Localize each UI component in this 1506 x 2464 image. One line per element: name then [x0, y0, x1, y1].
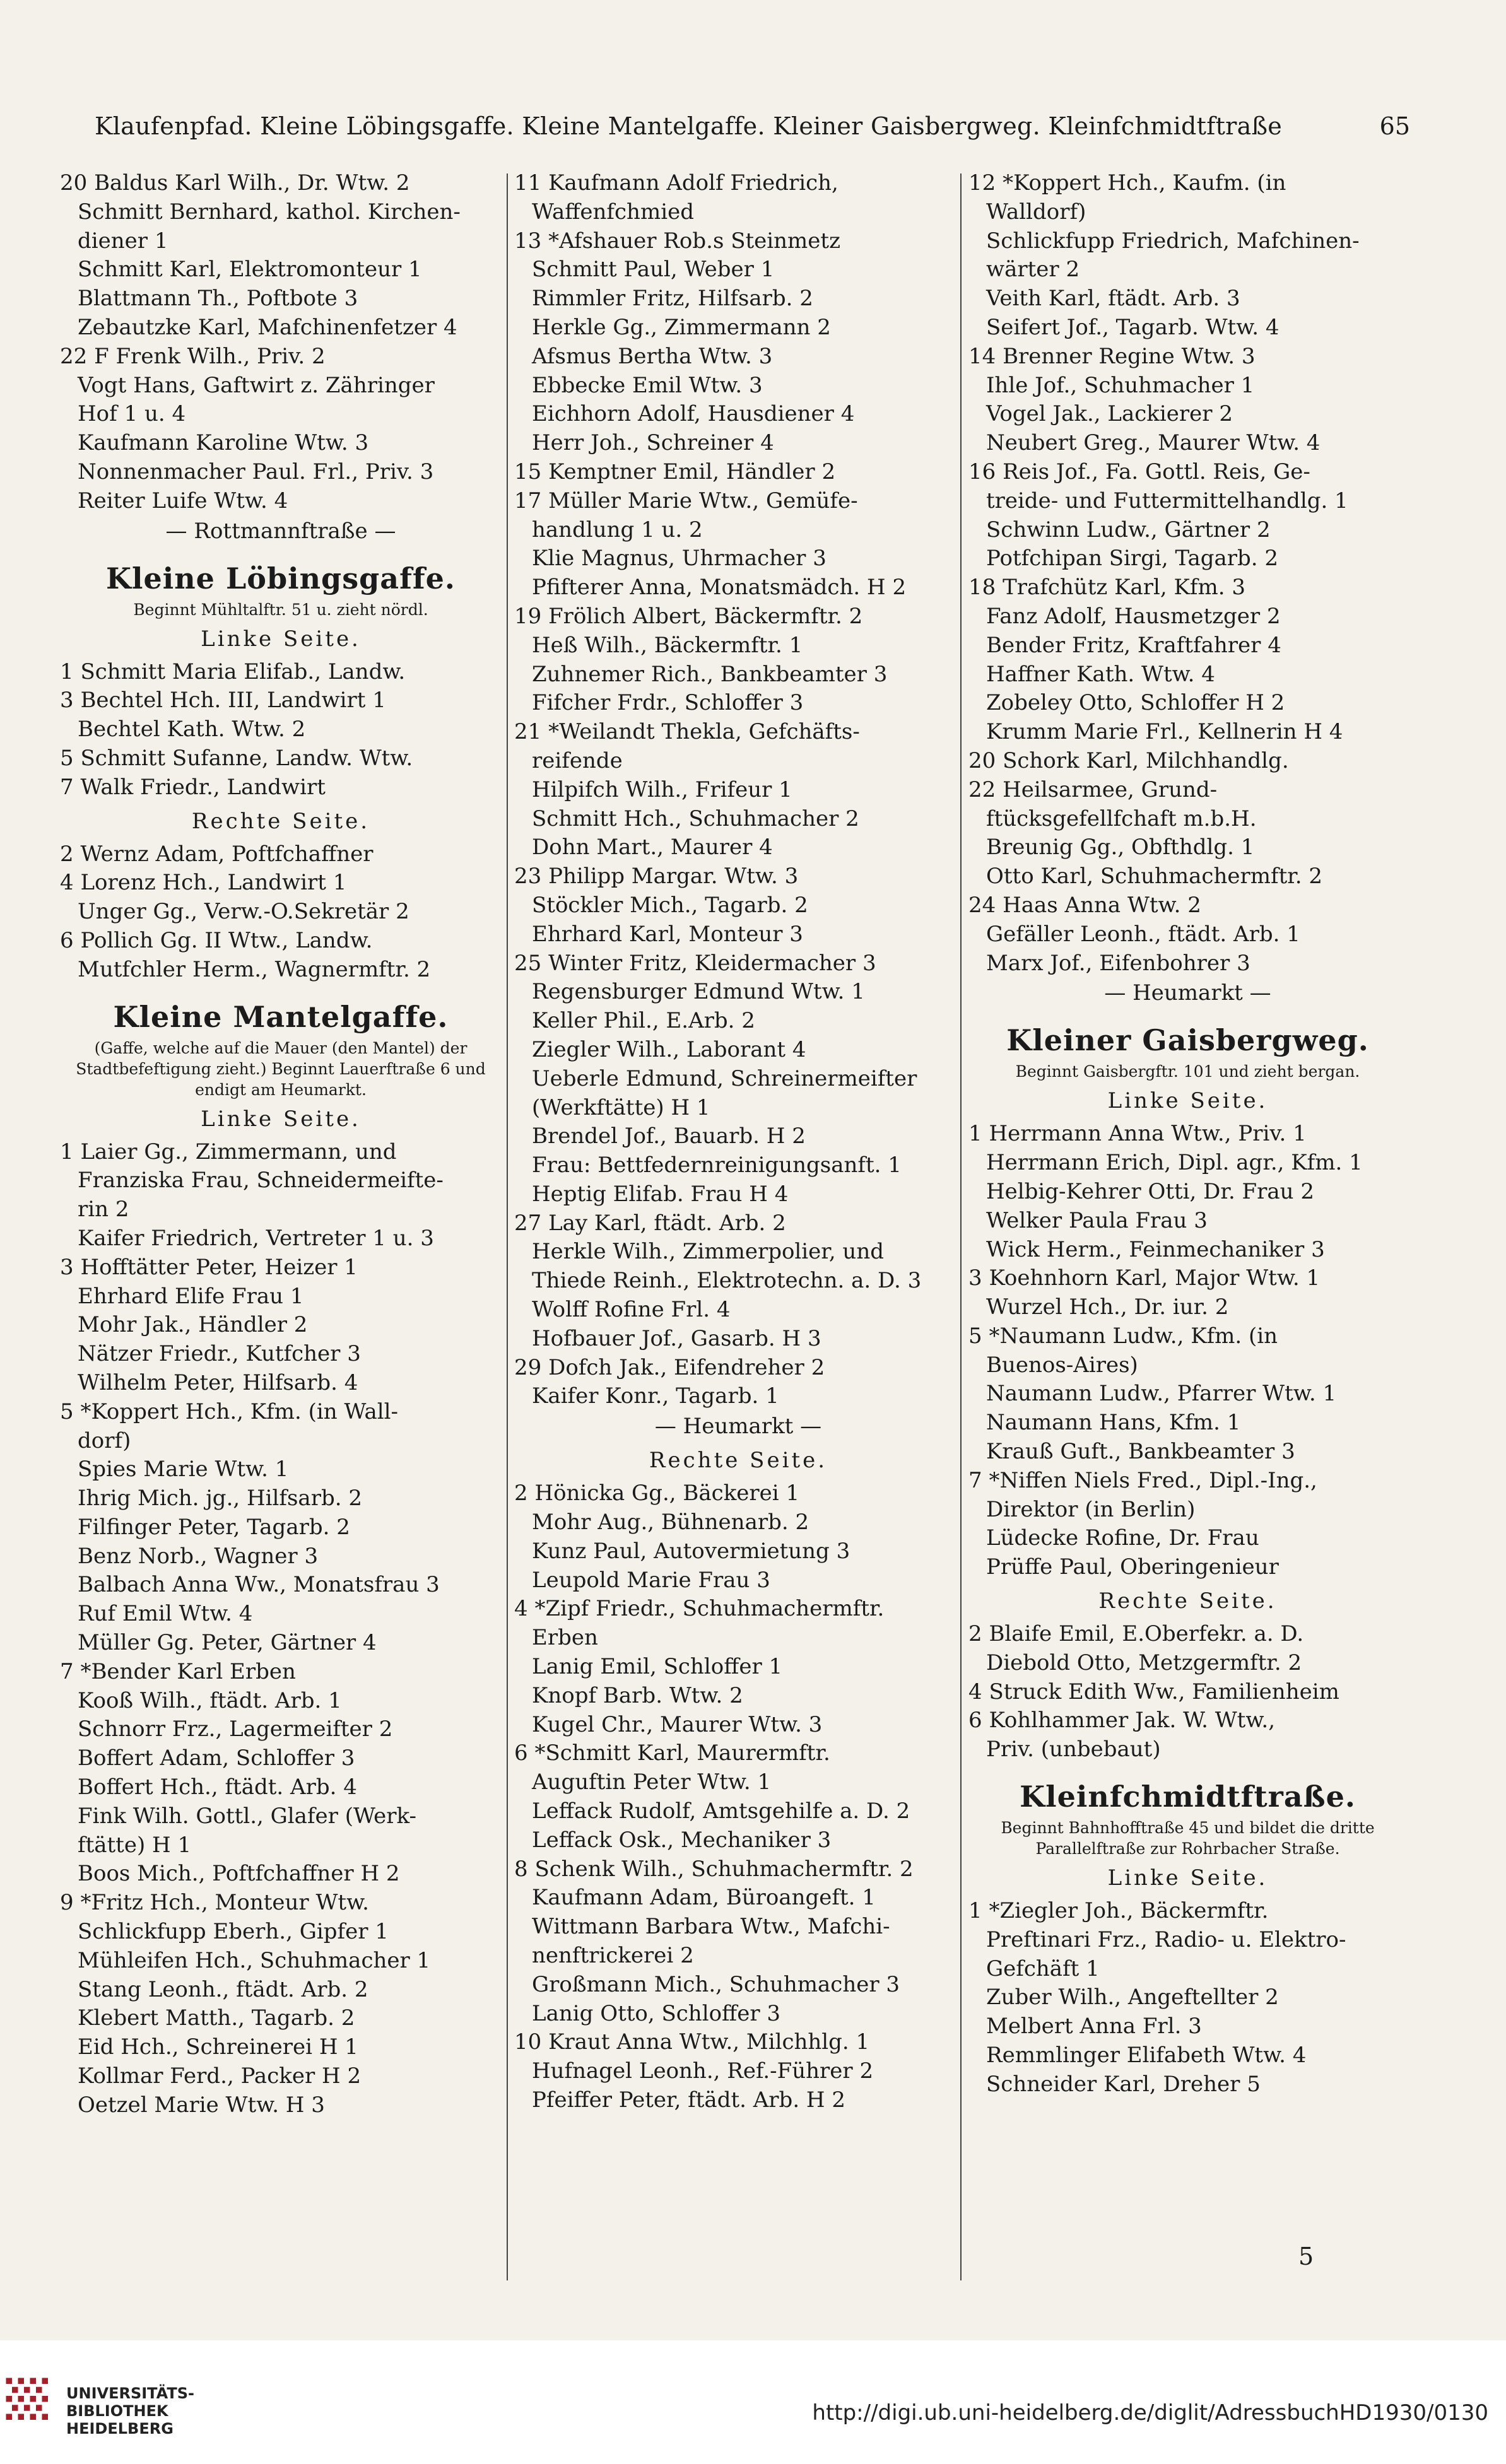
directory-entry: Helbig-Kehrer Otti, Dr. Frau 2 — [986, 1178, 1315, 1204]
directory-entry: 17 Müller Marie Wtw., Gemüfe- — [514, 488, 858, 513]
directory-entry: Kollmar Ferd., Packer H 2 — [78, 2063, 362, 2089]
directory-entry: 6 Pollich Gg. II Wtw., Landw. — [60, 927, 373, 953]
side-label: Rechte Seite. — [1098, 1588, 1277, 1614]
directory-entry: Welker Paula Frau 3 — [986, 1207, 1208, 1233]
directory-entry: Großmann Mich., Schuhmacher 3 — [532, 1971, 900, 1997]
directory-entry: Pfeiffer Peter, ftädt. Arb. H 2 — [532, 2087, 846, 2113]
directory-entry: 6 Kohlhammer Jak. W. Wtw., — [968, 1708, 1276, 1734]
directory-entry: Remmlinger Elifabeth Wtw. 4 — [986, 2043, 1307, 2068]
directory-entry: 1 Herrmann Anna Wtw., Priv. 1 — [968, 1121, 1307, 1147]
directory-entry: nenftrickerei 2 — [532, 1943, 694, 1969]
directory-entry: 12 *Koppert Hch., Kaufm. (in — [968, 170, 1286, 196]
street-note: (Gaffe, welche auf die Mauer (den Mantel) der Stadtbefeftigung zieht.) Beginnt Lauerftraße 6 und endigt am Heumarkt. — [76, 1038, 486, 1099]
directory-entry: 13 *Afshauer Rob.s Steinmetz — [514, 228, 840, 254]
directory-entry: Waffenfchmied — [532, 199, 694, 225]
directory-entry: 24 Haas Anna Wtw. 2 — [968, 892, 1201, 918]
directory-entry: Wurzel Hch., Dr. iur. 2 — [986, 1294, 1229, 1320]
directory-entry: 4 Lorenz Hch., Landwirt 1 — [60, 870, 347, 896]
directory-entry: 2 Hönicka Gg., Bäckerei 1 — [514, 1481, 800, 1506]
directory-entry: Hof 1 u. 4 — [78, 401, 186, 427]
side-label: Rechte Seite. — [649, 1448, 828, 1474]
directory-entry: 3 Hofftätter Peter, Heizer 1 — [60, 1254, 358, 1280]
street-note: Beginnt Mühltalftr. 51 u. zieht nördl. — [133, 600, 428, 619]
directory-entry: Priv. (unbebaut) — [986, 1737, 1161, 1763]
directory-entry: Eid Hch., Schreinerei H 1 — [78, 2034, 358, 2060]
directory-entry: Krumm Marie Frl., Kellnerin H 4 — [986, 719, 1343, 745]
directory-entry: 3 Koehnhorn Karl, Major Wtw. 1 — [968, 1265, 1321, 1291]
directory-entry: rin 2 — [78, 1197, 129, 1223]
directory-entry: Boffert Adam, Schloffer 3 — [78, 1745, 355, 1771]
directory-entry: 11 Kaufmann Adolf Friedrich, — [514, 170, 838, 196]
directory-entry: Kunz Paul, Autovermietung 3 — [532, 1538, 850, 1564]
directory-entry: 5 *Naumann Ludw., Kfm. (in — [968, 1323, 1278, 1349]
directory-entry: Schmitt Hch., Schuhmacher 2 — [532, 806, 859, 831]
directory-entry: Wittmann Barbara Wtw., Mafchi- — [532, 1914, 890, 1940]
directory-entry: Kugel Chr., Maurer Wtw. 3 — [532, 1711, 823, 1737]
directory-entry: Mohr Jak., Händler 2 — [78, 1312, 308, 1338]
directory-entry: 21 *Weilandt Thekla, Gefchäfts- — [514, 719, 860, 745]
directory-entry: Hilpifch Wilh., Frifeur 1 — [532, 777, 792, 802]
directory-entry: Schmitt Bernhard, kathol. Kirchen- — [78, 199, 461, 225]
directory-entry: Lanig Emil, Schloffer 1 — [532, 1654, 783, 1680]
directory-entry: Mohr Aug., Bühnenarb. 2 — [532, 1510, 809, 1535]
directory-entry: Buenos-Aires) — [986, 1352, 1138, 1378]
street-note: Beginnt Gaisbergftr. 101 und zieht bergan. — [1015, 1062, 1360, 1081]
directory-entry: Auguftin Peter Wtw. 1 — [532, 1769, 772, 1795]
page-header — [95, 112, 1410, 156]
directory-column-left — [60, 169, 502, 2282]
directory-entry: Neubert Greg., Maurer Wtw. 4 — [986, 430, 1321, 456]
directory-entry: Zuhnemer Rich., Bankbeamter 3 — [532, 661, 888, 687]
column-divider — [507, 173, 508, 2280]
directory-entry: Herr Joh., Schreiner 4 — [532, 430, 774, 456]
directory-entry: 19 Frölich Albert, Bäckermftr. 2 — [514, 603, 863, 629]
directory-entry: Wick Herm., Feinmechaniker 3 — [986, 1236, 1325, 1262]
directory-entry: dorf) — [78, 1428, 131, 1453]
directory-entry: Potfchipan Sirgi, Tagarb. 2 — [986, 546, 1279, 572]
directory-entry: Ziegler Wilh., Laborant 4 — [532, 1036, 806, 1062]
directory-entry: Mutfchler Herm., Wagnermftr. 2 — [78, 956, 431, 982]
directory-entry: Hufnagel Leonh., Ref.-Führer 2 — [532, 2058, 874, 2084]
directory-entry: Kooß Wilh., ftädt. Arb. 1 — [78, 1687, 342, 1713]
directory-entry: Ruf Emil Wtw. 4 — [78, 1601, 253, 1627]
running-title: Klaufenpfad. Kleine Löbingsgaffe. Kleine Mantelgaffe. Kleiner Gaisbergweg. Kleinfchmidtftraße — [95, 112, 1283, 140]
directory-entry: Hofbauer Jof., Gasarb. H 3 — [532, 1325, 821, 1351]
directory-entry: Diebold Otto, Metzgermftr. 2 — [986, 1650, 1302, 1675]
directory-entry: Frau: Bettfedernreinigungsanft. 1 — [532, 1153, 902, 1178]
directory-entry: Unger Gg., Verw.-O.Sekretär 2 — [78, 899, 409, 925]
directory-entry: 27 Lay Karl, ftädt. Arb. 2 — [514, 1210, 786, 1236]
directory-column-middle — [514, 169, 962, 2282]
directory-entry: 2 Blaife Emil, E.Oberfekr. a. D. — [968, 1621, 1304, 1647]
directory-entry: Benz Norb., Wagner 3 — [78, 1543, 319, 1569]
directory-entry: Vogt Hans, Gaftwirt z. Zähringer — [78, 372, 435, 398]
directory-entry: Gefchäft 1 — [986, 1956, 1100, 1981]
directory-entry: Schnorr Frz., Lagermeifter 2 — [78, 1716, 393, 1742]
directory-entry: Nonnenmacher Paul. Frl., Priv. 3 — [78, 459, 434, 484]
directory-entry: Naumann Hans, Kfm. 1 — [986, 1410, 1241, 1436]
directory-entry: 2 Wernz Adam, Poftfchaffner — [60, 841, 374, 867]
directory-entry: Preftinari Frz., Radio- u. Elektro- — [986, 1927, 1346, 1952]
directory-entry: Klie Magnus, Uhrmacher 3 — [532, 546, 827, 572]
directory-entry: Stang Leonh., ftädt. Arb. 2 — [78, 1976, 368, 2002]
directory-entry: Schneider Karl, Dreher 5 — [986, 2071, 1261, 2097]
directory-entry: Walldorf) — [986, 199, 1086, 225]
directory-entry: Kaufmann Adam, Büroangeft. 1 — [532, 1885, 876, 1911]
directory-entry: Marx Jof., Eifenbohrer 3 — [986, 950, 1250, 976]
directory-entry: 22 Heilsarmee, Grund- — [968, 777, 1218, 802]
directory-entry: Wilhelm Peter, Hilfsarb. 4 — [78, 1370, 358, 1395]
directory-entry: Schmitt Karl, Elektromonteur 1 — [78, 257, 422, 283]
directory-entry: Ihle Jof., Schuhmacher 1 — [986, 372, 1255, 398]
directory-entry: Fanz Adolf, Hausmetzger 2 — [986, 603, 1281, 629]
directory-entry: Eichhorn Adolf, Hausdiener 4 — [532, 401, 855, 427]
directory-entry: 5 Schmitt Sufanne, Landw. Wtw. — [60, 745, 413, 771]
directory-entry: Heß Wilh., Bäckermftr. 1 — [532, 632, 803, 658]
directory-entry: Gefäller Leonh., ftädt. Arb. 1 — [986, 921, 1300, 947]
directory-entry: 22 F Frenk Wilh., Priv. 2 — [60, 343, 326, 369]
directory-entry: Breunig Gg., Obfthdlg. 1 — [986, 835, 1255, 860]
directory-entry: Müller Gg. Peter, Gärtner 4 — [78, 1630, 377, 1656]
directory-entry: 7 Walk Friedr., Landwirt — [60, 774, 326, 800]
directory-entry: ftücksgefellfchaft m.b.H. — [986, 806, 1257, 831]
directory-entry: (Werkftätte) H 1 — [532, 1094, 710, 1120]
directory-entry: Bechtel Kath. Wtw. 2 — [78, 717, 306, 742]
directory-entry: 4 *Zipf Friedr., Schuhmachermftr. — [514, 1596, 885, 1622]
directory-entry: 5 *Koppert Hch., Kfm. (in Wall- — [60, 1399, 398, 1424]
directory-entry: Kaifer Friedrich, Vertreter 1 u. 3 — [78, 1225, 434, 1251]
directory-entry: Filfinger Peter, Tagarb. 2 — [78, 1514, 350, 1540]
directory-entry: Klebert Matth., Tagarb. 2 — [78, 2005, 355, 2031]
directory-entry: Kaufmann Karoline Wtw. 3 — [78, 430, 369, 456]
directory-entry: Heptig Elifab. Frau H 4 — [532, 1181, 789, 1207]
directory-entry: Thiede Reinh., Elektrotechn. a. D. 3 — [532, 1268, 922, 1294]
directory-entry: Balbach Anna Ww., Monatsfrau 3 — [78, 1572, 440, 1598]
directory-entry: Franziska Frau, Schneidermeifte- — [78, 1168, 444, 1194]
directory-entry: 15 Kemptner Emil, Händler 2 — [514, 459, 836, 484]
directory-entry: Oetzel Marie Wtw. H 3 — [78, 2092, 325, 2118]
directory-entry: Mühleifen Hch., Schuhmacher 1 — [78, 1947, 431, 1973]
directory-entry: 9 *Fritz Hch., Monteur Wtw. — [60, 1890, 369, 1916]
signature-mark: 5 — [1298, 2243, 1314, 2270]
directory-entry: Pfifterer Anna, Monatsmädch. H 2 — [532, 575, 907, 601]
directory-entry: Schlickfupp Eberh., Gipfer 1 — [78, 1919, 389, 1945]
directory-entry: 20 Baldus Karl Wilh., Dr. Wtw. 2 — [60, 170, 410, 196]
street-heading: Kleiner Gaisbergweg. — [1006, 1023, 1369, 1058]
street-heading: Kleinfchmidtftraße. — [1020, 1780, 1356, 1814]
directory-entry: 23 Philipp Margar. Wtw. 3 — [514, 864, 799, 889]
side-label: Linke Seite. — [1107, 1088, 1268, 1114]
side-label: Linke Seite. — [201, 1106, 361, 1132]
directory-entry: Melbert Anna Frl. 3 — [986, 2014, 1202, 2039]
directory-entry: 16 Reis Jof., Fa. Gottl. Reis, Ge- — [968, 459, 1310, 484]
directory-entry: Prüffe Paul, Oberingenieur — [986, 1554, 1279, 1580]
directory-entry: Zuber Wilh., Angeftellter 2 — [986, 1985, 1279, 2010]
directory-entry: Spies Marie Wtw. 1 — [78, 1457, 289, 1482]
directory-entry: Haffner Kath. Wtw. 4 — [986, 661, 1215, 687]
directory-entry: 10 Kraut Anna Wtw., Milchhlg. 1 — [514, 2029, 870, 2055]
university-library-logo-icon — [0, 2372, 60, 2432]
cross-street-divider: — Heumarkt — — [1104, 980, 1271, 1006]
directory-entry: Naumann Ludw., Pfarrer Wtw. 1 — [986, 1381, 1337, 1407]
directory-entry: Seifert Jof., Tagarb. Wtw. 4 — [986, 314, 1280, 340]
street-heading: Kleine Löbingsgaffe. — [106, 561, 456, 595]
directory-entry: Direktor (in Berlin) — [986, 1496, 1196, 1522]
directory-entry: Brendel Jof., Bauarb. H 2 — [532, 1123, 806, 1149]
directory-entry: Fifcher Frdr., Schloffer 3 — [532, 690, 804, 716]
directory-entry: Herrmann Erich, Dipl. agr., Kfm. 1 — [986, 1150, 1363, 1176]
directory-entry: Wolff Rofine Frl. 4 — [532, 1297, 731, 1323]
directory-entry: 4 Struck Edith Ww., Familienheim — [968, 1679, 1339, 1704]
side-label: Rechte Seite. — [191, 808, 370, 834]
directory-entry: Lüdecke Rofine, Dr. Frau — [986, 1525, 1259, 1551]
directory-entry: Blattmann Th., Poftbote 3 — [78, 286, 358, 312]
directory-entry: Leffack Osk., Mechaniker 3 — [532, 1827, 832, 1853]
directory-entry: treide- und Futtermittelhandlg. 1 — [986, 488, 1348, 513]
directory-entry: Boos Mich., Poftfchaffner H 2 — [78, 1861, 400, 1887]
directory-entry: Erben — [532, 1625, 598, 1651]
directory-entry: Rimmler Fritz, Hilfsarb. 2 — [532, 286, 813, 312]
directory-entry: 7 *Bender Karl Erben — [60, 1658, 296, 1684]
directory-column-right — [968, 169, 1407, 2282]
directory-entry: ftätte) H 1 — [78, 1832, 192, 1858]
directory-entry: Schlickfupp Friedrich, Mafchinen- — [986, 228, 1360, 254]
directory-entry: Otto Karl, Schuhmachermftr. 2 — [986, 864, 1322, 889]
street-note: Beginnt Bahnhofftraße 45 und bildet die dritte Parallelftraße zur Rohrbacher Straße. — [1001, 1819, 1375, 1858]
cross-street-divider: — Rottmannftraße — — [165, 518, 396, 544]
library-footer — [0, 2340, 1506, 2464]
directory-entry: Ehrhard Elife Frau 1 — [78, 1283, 304, 1309]
directory-entry: Stöckler Mich., Tagarb. 2 — [532, 892, 808, 918]
directory-entry: reifende — [532, 748, 623, 773]
directory-entry: Zobeley Otto, Schloffer H 2 — [986, 690, 1285, 716]
directory-entry: 1 Laier Gg., Zimmermann, und — [60, 1139, 397, 1165]
library-name: UNIVERSITÄTS- BIBLIOTHEK HEIDELBERG — [66, 2385, 195, 2438]
directory-entry: Ihrig Mich. jg., Hilfsarb. 2 — [78, 1486, 362, 1511]
directory-entry: Dohn Mart., Maurer 4 — [532, 835, 773, 860]
directory-entry: Lanig Otto, Schloffer 3 — [532, 2000, 781, 2026]
directory-entry: 25 Winter Fritz, Kleidermacher 3 — [514, 950, 876, 976]
directory-entry: Herkle Wilh., Zimmerpolier, und — [532, 1239, 884, 1265]
directory-entry: Zebautzke Karl, Mafchinenfetzer 4 — [78, 314, 457, 340]
page-number: 65 — [1379, 112, 1410, 140]
directory-entry: Reiter Luife Wtw. 4 — [78, 488, 288, 513]
cross-street-divider: — Heumarkt — — [654, 1414, 822, 1440]
directory-entry: Fink Wilh. Gottl., Glafer (Werk- — [78, 1803, 417, 1829]
directory-entry: Krauß Guft., Bankbeamter 3 — [986, 1439, 1295, 1465]
directory-entry: Bender Fritz, Kraftfahrer 4 — [986, 632, 1281, 658]
directory-entry: 20 Schork Karl, Milchhandlg. — [968, 748, 1289, 773]
directory-entry: Ehrhard Karl, Monteur 3 — [532, 921, 803, 947]
directory-entry: Herkle Gg., Zimmermann 2 — [532, 314, 831, 340]
directory-entry: Leupold Marie Frau 3 — [532, 1567, 770, 1593]
side-label: Linke Seite. — [201, 626, 361, 652]
directory-entry: Knopf Barb. Wtw. 2 — [532, 1682, 743, 1708]
directory-entry: 14 Brenner Regine Wtw. 3 — [968, 343, 1256, 369]
directory-entry: Schmitt Paul, Weber 1 — [532, 257, 775, 283]
directory-entry: 18 Trafchütz Karl, Kfm. 3 — [968, 575, 1245, 601]
directory-entry: 1 Schmitt Maria Elifab., Landw. — [60, 659, 406, 684]
directory-entry: Vogel Jak., Lackierer 2 — [986, 401, 1233, 427]
directory-entry: diener 1 — [78, 228, 168, 254]
directory-entry: 3 Bechtel Hch. III, Landwirt 1 — [60, 688, 386, 713]
directory-entry: 29 Dofch Jak., Eifendreher 2 — [514, 1354, 825, 1380]
directory-entry: Afsmus Bertha Wtw. 3 — [532, 343, 773, 369]
directory-entry: handlung 1 u. 2 — [532, 517, 703, 543]
directory-entry: Veith Karl, ftädt. Arb. 3 — [986, 286, 1240, 312]
directory-entry: Kaifer Konr., Tagarb. 1 — [532, 1383, 779, 1409]
directory-entry: Nätzer Friedr., Kutfcher 3 — [78, 1341, 361, 1367]
directory-entry: Schwinn Ludw., Gärtner 2 — [986, 517, 1271, 543]
directory-entry: Boffert Hch., ftädt. Arb. 4 — [78, 1775, 357, 1800]
directory-entry: Ebbecke Emil Wtw. 3 — [532, 372, 763, 398]
directory-entry: Ueberle Edmund, Schreinermeifter — [532, 1065, 917, 1091]
directory-entry: 8 Schenk Wilh., Schuhmachermftr. 2 — [514, 1856, 914, 1882]
directory-entry: wärter 2 — [986, 257, 1080, 283]
directory-entry: Keller Phil., E.Arb. 2 — [532, 1008, 755, 1034]
directory-entry: 6 *Schmitt Karl, Maurermftr. — [514, 1740, 830, 1766]
street-heading: Kleine Mantelgaffe. — [113, 999, 449, 1034]
source-url-link[interactable]: http://digi.ub.uni-heidelberg.de/diglit/AdressbuchHD1930/0130 — [812, 2400, 1488, 2426]
directory-entry: Regensburger Edmund Wtw. 1 — [532, 979, 865, 1005]
side-label: Linke Seite. — [1107, 1865, 1268, 1891]
directory-entry: 1 *Ziegler Joh., Bäckermftr. — [968, 1898, 1269, 1924]
directory-entry: Leffack Rudolf, Amtsgehilfe a. D. 2 — [532, 1798, 910, 1824]
directory-entry: 7 *Niffen Niels Fred., Dipl.-Ing., — [968, 1467, 1317, 1493]
